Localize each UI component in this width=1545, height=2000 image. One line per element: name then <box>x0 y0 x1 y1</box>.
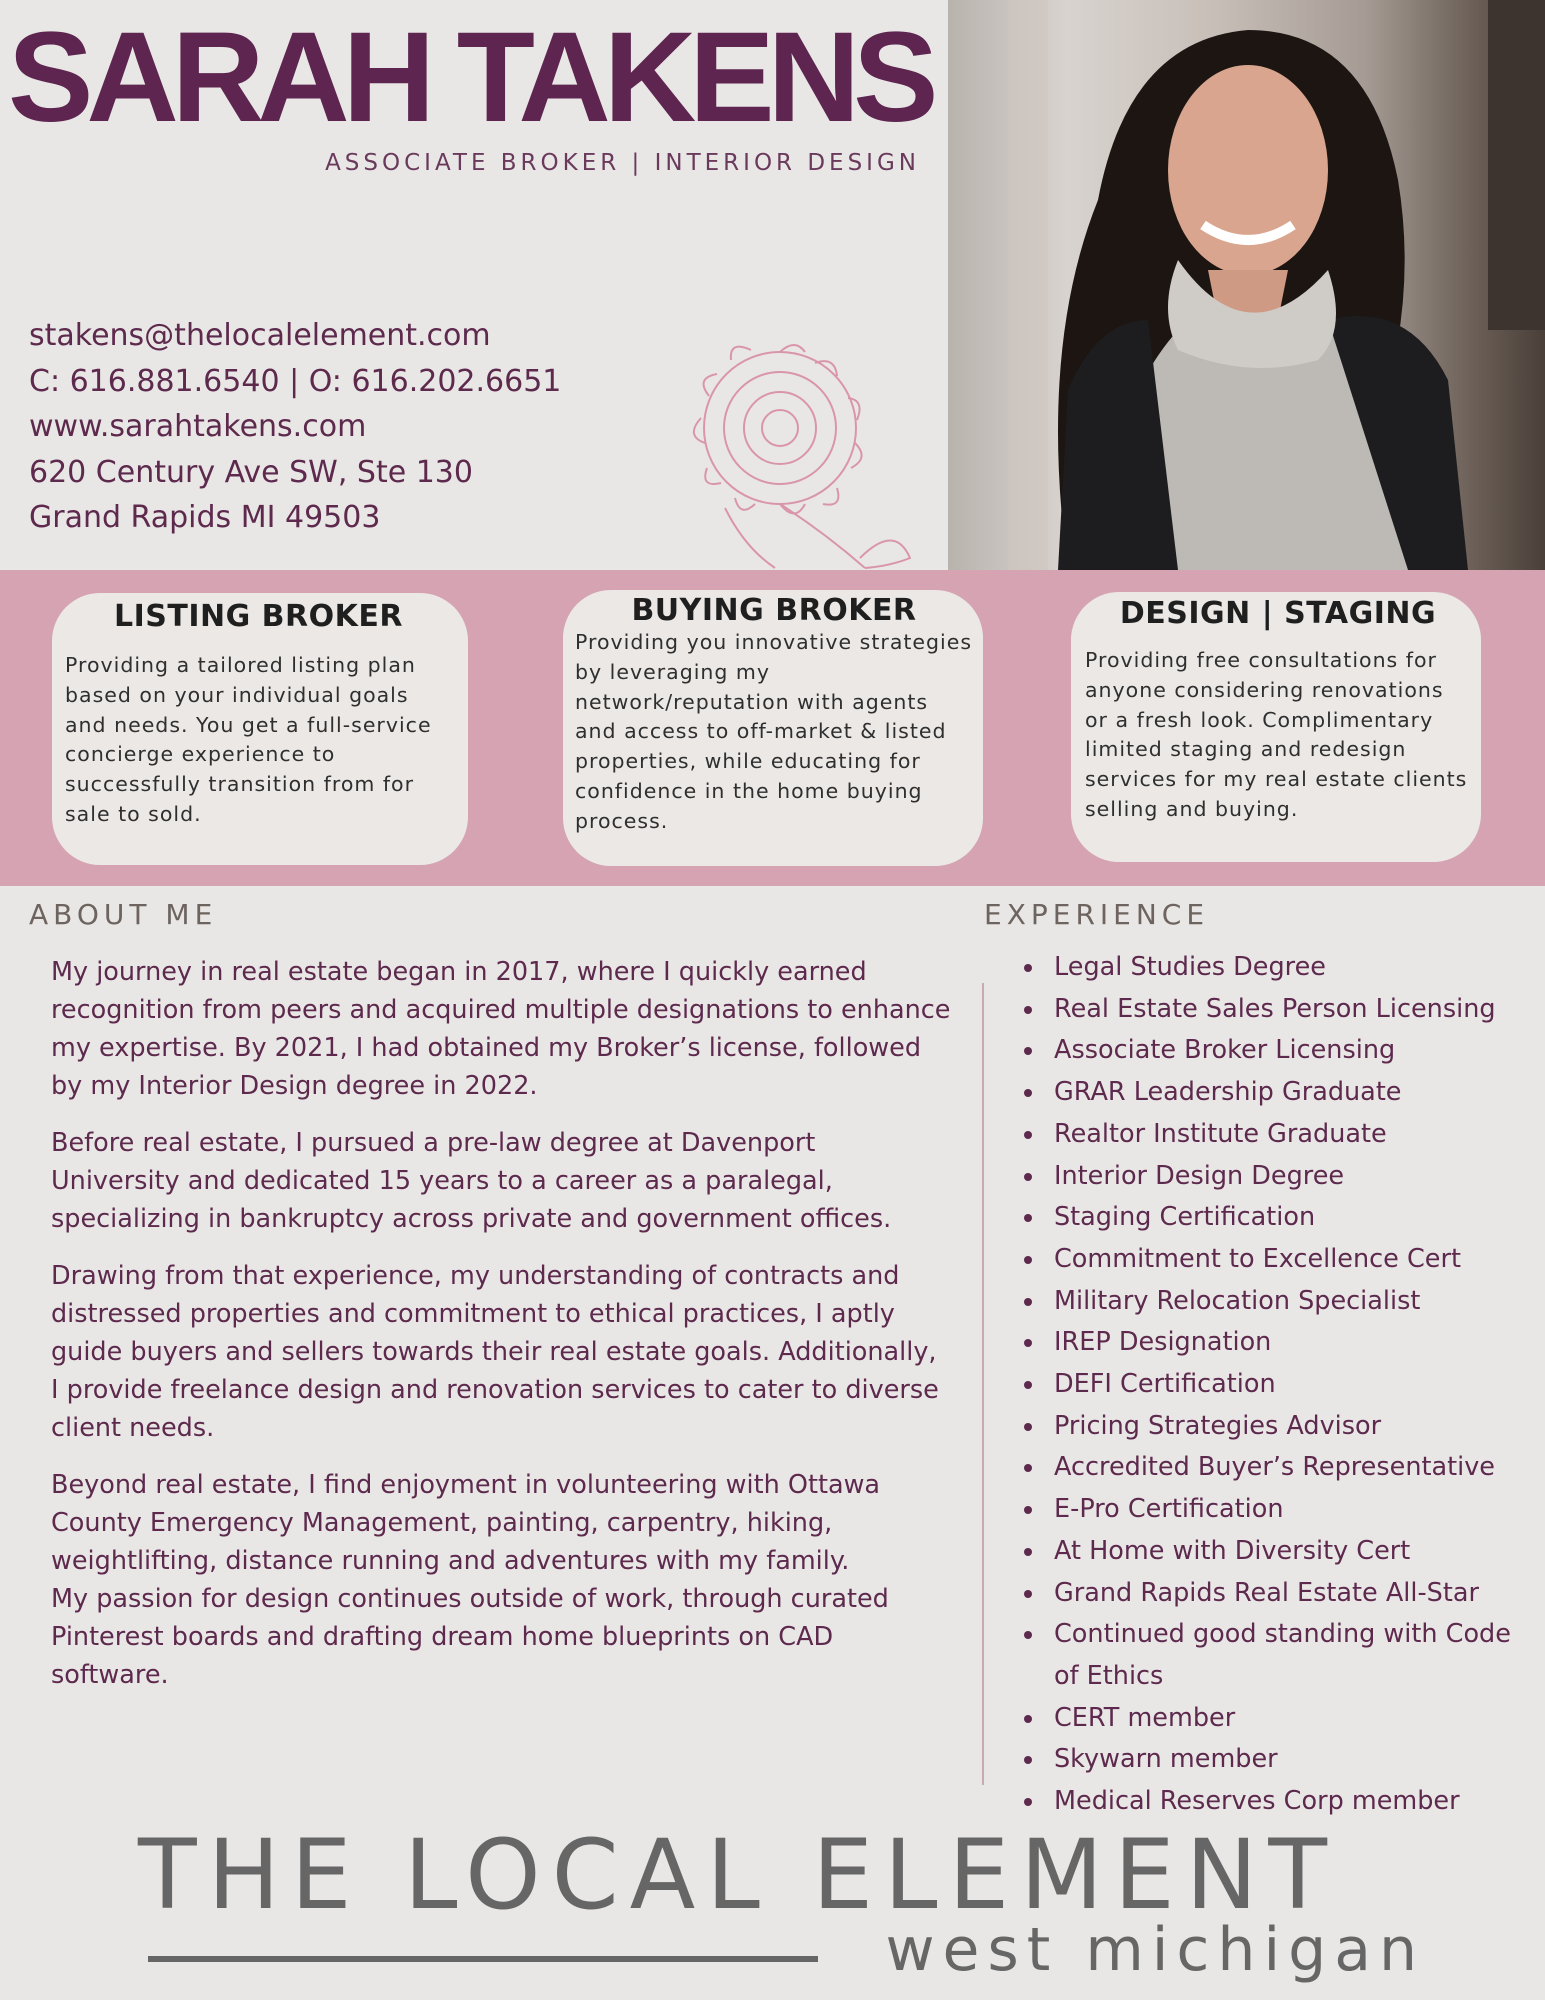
brand-region: west michigan <box>885 1915 1425 1985</box>
service-card-buying <box>563 590 983 866</box>
contact-block <box>29 313 561 541</box>
list-item: Grand Rapids Real Estate All-Star <box>1020 1573 1540 1615</box>
service-card-listing <box>52 593 468 865</box>
experience-heading: EXPERIENCE <box>984 898 1210 931</box>
list-item: Associate Broker Licensing <box>1020 1030 1540 1072</box>
list-item: Continued good standing with Code of Ethics <box>1020 1614 1540 1697</box>
agent-title: ASSOCIATE BROKER | INTERIOR DESIGN <box>325 150 920 176</box>
about-paragraph: My journey in real estate began in 2017, where I quickly earned recognition from peers and acquired multiple designations to enhance my expertise. By 2021, I had obtained my Broker’s license, followed by my Interior Design degree in 2022. <box>51 957 951 1101</box>
flower-illustration <box>665 318 955 570</box>
about-paragraph: Before real estate, I pursued a pre-law degree at Davenport University and dedicated 15 years to a career as a paralegal, specializing in bankruptcy across private and government offices. <box>51 1128 892 1234</box>
list-item: Commitment to Excellence Cert <box>1020 1239 1540 1281</box>
list-item: Pricing Strategies Advisor <box>1020 1406 1540 1448</box>
list-item: At Home with Diversity Cert <box>1020 1531 1540 1573</box>
service-title-listing: LISTING BROKER <box>114 599 403 634</box>
about-paragraph: Drawing from that experience, my understanding of contracts and distressed properties and commitment to ethical practices, I aptly guide buyers and sellers towards their real estate goals. Additionally, I provide freelance design and renovation services to cater to diverse client needs. <box>51 1261 939 1443</box>
list-item: Skywarn member <box>1020 1739 1540 1781</box>
contact-address-line1: 620 Century Ave SW, Ste 130 <box>29 454 473 490</box>
list-item: Real Estate Sales Person Licensing <box>1020 989 1540 1031</box>
brand-divider <box>148 1956 818 1962</box>
experience-list <box>1020 947 1540 1823</box>
service-text-listing: Providing a tailored listing plan based on your individual goals and needs. You get a full-service concierge experience to successfully transition from for sale to sold. <box>65 653 432 826</box>
service-text-buying: Providing you innovative strategies by leveraging my network/reputation with agents and access to off-market & listed properties, while educating for confidence in the home buying process. <box>575 630 973 833</box>
list-item: Staging Certification <box>1020 1197 1540 1239</box>
list-item: Realtor Institute Graduate <box>1020 1114 1540 1156</box>
list-item: E-Pro Certification <box>1020 1489 1540 1531</box>
brand-logo-text: THE LOCAL ELEMENT <box>138 1819 1339 1931</box>
agent-photo <box>948 0 1545 570</box>
list-item: Legal Studies Degree <box>1020 947 1540 989</box>
contact-phone: C: 616.881.6540 | O: 616.202.6651 <box>29 363 562 399</box>
about-paragraph: Beyond real estate, I find enjoyment in volunteering with Ottawa County Emergency Management, painting, carpentry, hiking, weightlifting, distance running and adventures with my family. <box>51 1470 881 1576</box>
list-item: GRAR Leadership Graduate <box>1020 1072 1540 1114</box>
service-title-design: DESIGN | STAGING <box>1119 596 1437 631</box>
contact-address-line2: Grand Rapids MI 49503 <box>29 500 381 535</box>
about-heading: ABOUT ME <box>29 898 218 931</box>
agent-name: SARAH TAKENS <box>8 6 932 149</box>
column-divider <box>982 983 984 1785</box>
list-item: IREP Designation <box>1020 1322 1540 1364</box>
service-card-design <box>1071 592 1481 862</box>
about-section <box>51 953 951 1713</box>
list-item: DEFI Certification <box>1020 1364 1540 1406</box>
list-item: Medical Reserves Corp member <box>1020 1781 1540 1823</box>
list-item: Accredited Buyer’s Representative <box>1020 1447 1540 1489</box>
service-text-design: Providing free consultations for anyone considering renovations or a fresh look. Complimentary limited staging and redesign services for my real estate clients selling and buying. <box>1085 648 1468 821</box>
contact-email[interactable]: stakens@thelocalelement.com <box>29 318 491 353</box>
service-title-buying: BUYING BROKER <box>631 593 917 628</box>
portrait-illustration <box>948 0 1545 570</box>
about-paragraph: My passion for design continues outside of work, through curated Pinterest boards and drafting dream home blueprints on CAD software. <box>51 1584 889 1690</box>
list-item: Interior Design Degree <box>1020 1156 1540 1198</box>
list-item: Military Relocation Specialist <box>1020 1281 1540 1323</box>
contact-website[interactable]: www.sarahtakens.com <box>29 409 367 444</box>
list-item: CERT member <box>1020 1698 1540 1740</box>
